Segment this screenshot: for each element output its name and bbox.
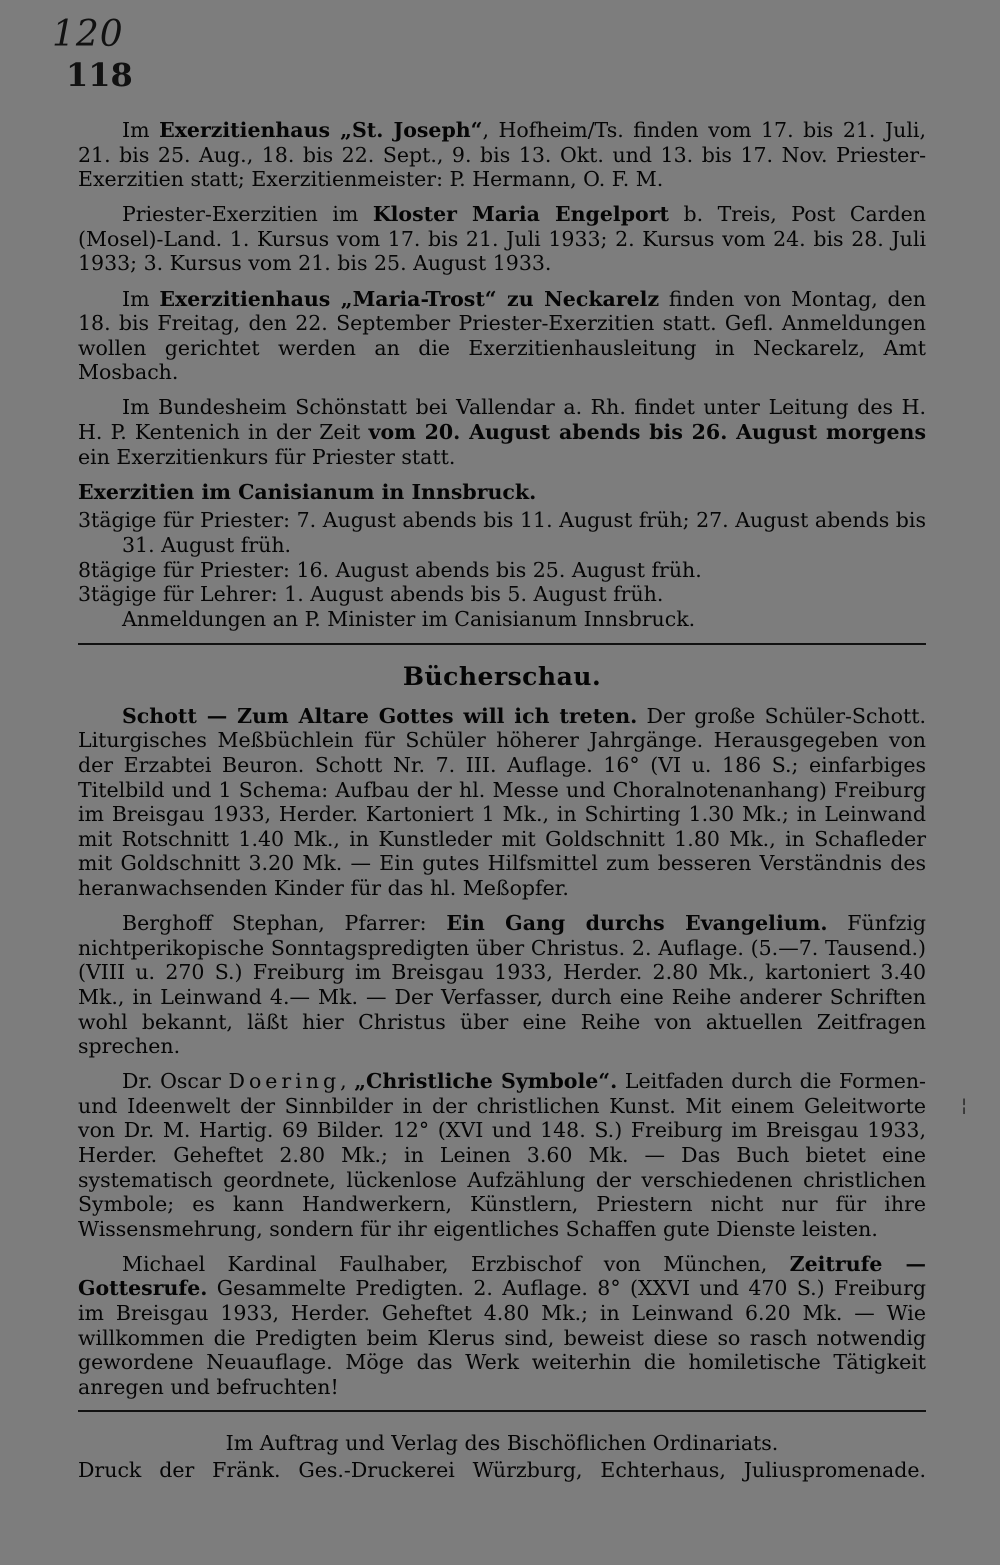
section-divider <box>78 643 926 645</box>
review-text: Fünfzig nichtperikopische Sonntagspredigten über Christus. 2. Auflage. (5.—7. Tausend.) (VIII u. 270 S.) Freiburg im Breisgau 1933, Herder. 2.80 Mk., kartoniert 3.40 Mk., in Leinwand 4.— Mk. — Der Verfasser, durch eine Reihe anderer Schriften wohl bekannt, läßt hier Christus über eine Reihe von aktuellen Zeitfragen sprechen. <box>78 911 927 1059</box>
innsbruck-heading: Exerzitien im Canisianum in Innsbruck. <box>78 479 537 504</box>
notice-bold: Exerzitienhaus „Maria-Trost“ zu Neckarelz <box>159 286 660 311</box>
printed-page-number: 118 <box>66 56 133 94</box>
imprint <box>78 1430 926 1484</box>
review-doering <box>78 1069 926 1241</box>
notice-bold: Exerzitienhaus „St. Joseph“ <box>159 118 483 142</box>
list-item: 3tägige für Priester: 7. August abends bis 11. August früh; 27. August abends bis 31. August früh. <box>78 508 926 557</box>
notice-text: Im Bundesheim Schönstatt bei Vallendar a. Rh. findet unter Leitung des H. H. P. Kentenich in der Zeit <box>78 395 926 445</box>
review-title: Zeitrufe — Gottesrufe. <box>78 1251 927 1301</box>
review-title: „Christliche Symbole“. <box>354 1069 618 1094</box>
page-body <box>78 118 926 1412</box>
review-berghoff <box>78 911 926 1059</box>
innsbruck-closing: Anmeldungen an P. Minister im Canisianum Innsbruck. <box>122 606 696 631</box>
imprint-publisher: Im Auftrag und Verlag des Bischöflichen Ordinariats. <box>225 1431 779 1455</box>
notice-text: finden von Montag, den 18. bis Freitag, den 22. September Priester-Exerzitien statt. Gefl. Anmeldungen wollen gerichtet werden an die Exerzitienhausleitung in Neckarelz, Amt Mosbach. <box>78 286 927 385</box>
review-author: Berghoff Stephan, Pfarrer: <box>122 911 447 936</box>
notice-bold: vom 20. August abends bis 26. August morgens <box>368 420 926 445</box>
review-schott <box>78 704 926 901</box>
review-text: Leitfaden durch die Formen- und Ideenwelt der Sinnbilder in der christlichen Kunst. Mit einem Geleitworte von Dr. M. Hartig. 69 Bilder. 12° (XVI und 148. S.) Freiburg im Breisgau 1933, Herder. Geheftet 2.80 Mk.; in Leinen 3.60 Mk. — Das Buch bietet eine systematisch geordnete, lückenlose Aufzählung der verschiedenen christlichen Symbole; es kann Handwerkern, Künstlern, Priestern nicht nur für ihre Wissensmehrung, sondern für ihr eigentliches Schaffen gute Dienste leisten. <box>78 1069 926 1241</box>
review-text: Der große Schüler-Schott. Liturgisches Meßbüchlein für Schüler höherer Jahrgänge. Herausgegeben von der Erzabtei Beuron. Schott Nr. 7. III. Auflage. 16° (VI u. 186 S.; einfarbiges Titelbild und 1 Schema: Aufbau der hl. Messe und Choralnotenanhang) Freiburg im Breisgau 1933, Herder. Kartoniert 1 Mk., in Schirting 1.30 Mk.; in Leinwand mit Rotschnitt 1.40 Mk., in Kunstleder mit Goldschnitt 1.80 Mk., in Schafleder mit Goldschnitt 3.20 Mk. — Ein gutes Hilfsmittel zum besseren Verständnis des heranwachsenden Kinder für das hl. Meßopfer. <box>78 703 926 901</box>
innsbruck-list <box>78 508 926 631</box>
review-author-surname: Doering <box>228 1069 341 1094</box>
imprint-printer: Druck der Fränk. Ges.-Druckerei Würzburg, Echterhaus, Juliuspromenade. <box>78 1458 926 1482</box>
review-author: , <box>340 1069 355 1094</box>
notice-bold: Kloster Maria Engelport <box>372 202 669 227</box>
handwritten-page-number: 120 <box>52 14 124 55</box>
margin-mark: ¦ <box>961 1095 968 1116</box>
notice-neckarelz <box>78 287 926 385</box>
review-author: Dr. Oscar <box>122 1069 229 1094</box>
footer-divider <box>78 1410 926 1412</box>
section-title: Bücherschau. <box>402 662 602 692</box>
notice-text: b. Treis, Post Carden (Mosel)-Land. 1. Kursus vom 17. bis 21. Juli 1933; 2. Kursus vom 24. bis 28. Juli 1933; 3. Kursus vom 21. bis 25. August 1933. <box>78 202 926 276</box>
review-author: Michael Kardinal Faulhaber, Erzbischof von München, <box>122 1251 790 1276</box>
notice-text: Im <box>122 118 160 142</box>
notice-text: Priester-Exerzitien im <box>122 202 373 227</box>
list-item: 8tägige für Priester: 16. August abends bis 25. August früh. <box>78 557 702 582</box>
notice-text: Im <box>122 286 160 311</box>
list-item: 3tägige für Lehrer: 1. August abends bis 5. August früh. <box>78 582 664 607</box>
notice-schoenstatt <box>78 395 926 469</box>
notice-text: ein Exerzitienkurs für Priester statt. <box>78 444 456 469</box>
review-title: Schott — Zum Altare Gottes will ich treten. <box>122 703 638 728</box>
review-text: Gesammelte Predigten. 2. Auflage. 8° (XXVI und 470 S.) Freiburg im Breisgau 1933, Herder. Geheftet 4.80 Mk.; in Leinwand 6.20 Mk. — Wie willkommen die Predigten beim Klerus sind, beweist diese so rasch notwendig gewordene Neuauflage. Möge das Werk weiterhin die homiletische Tätigkeit anregen und befruchten! <box>78 1276 926 1399</box>
notice-hofheim <box>78 118 926 192</box>
notice-text: , Hofheim/Ts. finden vom 17. bis 21. Juli, 21. bis 25. Aug., 18. bis 22. Sept., 9. bis 13. Okt. und 13. bis 17. Nov. Priester-Exerzitien statt; Exerzitienmeister: P. Hermann, O. F. M. <box>78 118 927 192</box>
review-title: Ein Gang durchs Evangelium. <box>446 911 828 936</box>
review-faulhaber <box>78 1252 926 1400</box>
notice-engelport <box>78 202 926 276</box>
